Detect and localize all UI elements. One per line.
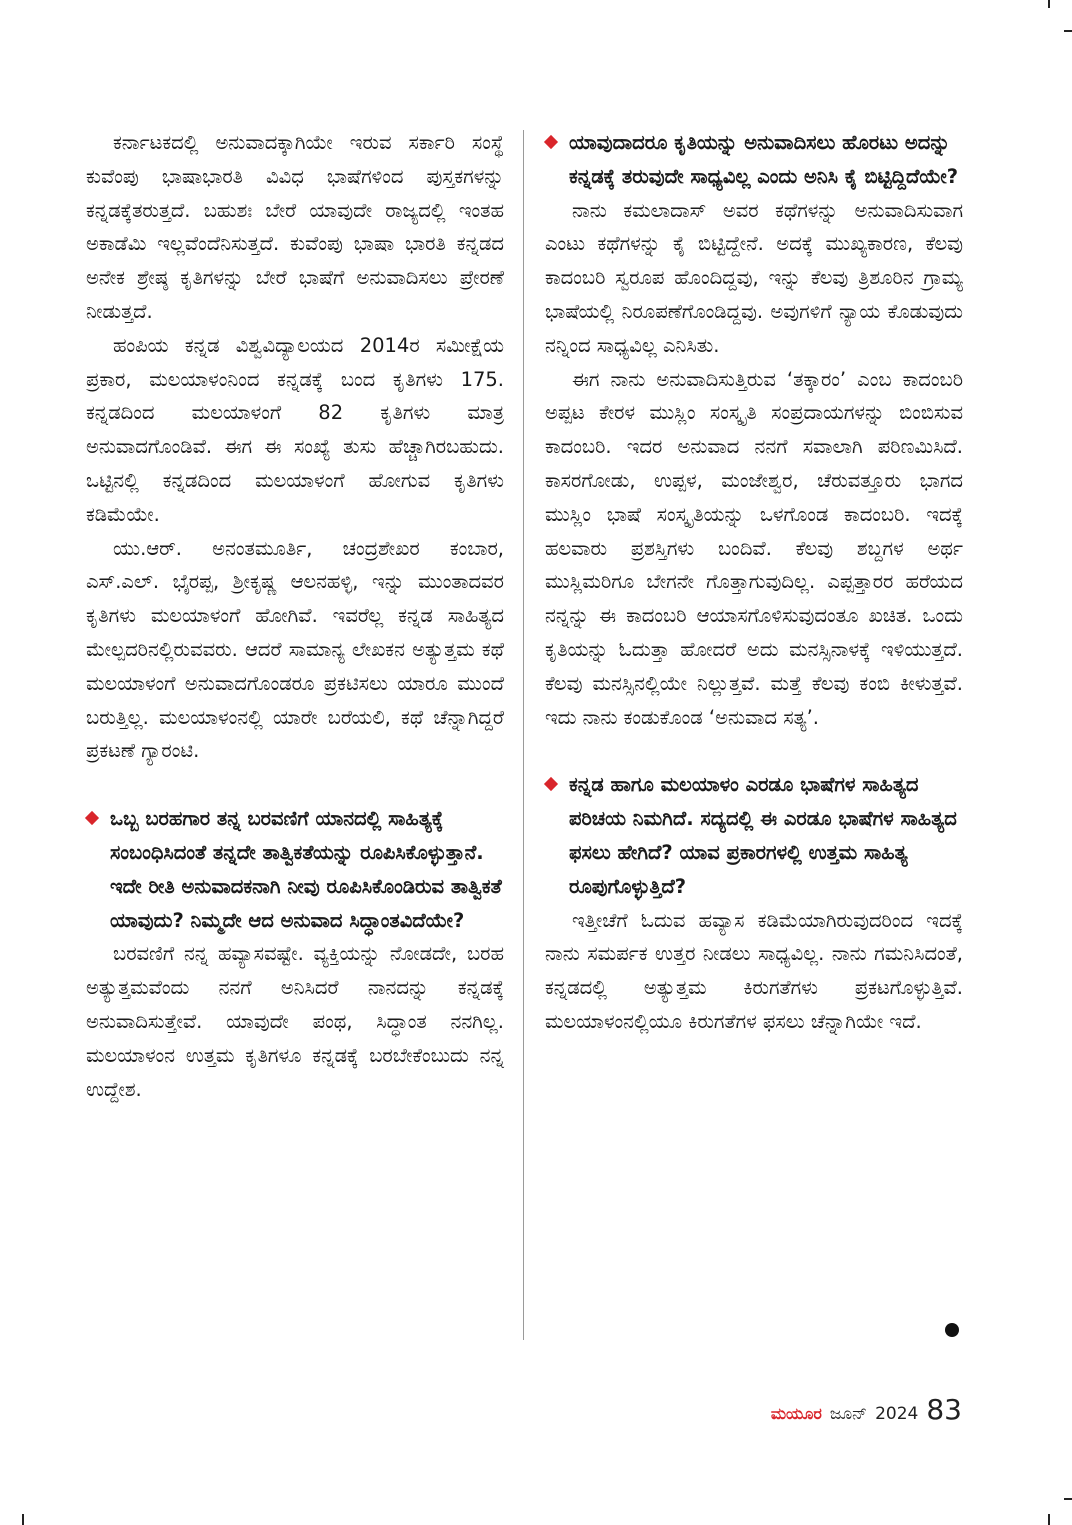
answer-paragraph: ನಾನು ಕಮಲಾದಾಸ್ ಅವರ ಕಥೆಗಳನ್ನು ಅನುವಾದಿಸುವಾಗ ಎಂಟು ಕಥೆಗಳನ್ನು ಕೈ ಬಿಟ್ಟಿದ್ದೇನೆ. ಅದಕ್ಕೆ ಮುಖ್ಯಕಾರಣ, ಕೆಲವು ಕಾದಂಬರಿ ಸ್ವರೂಪ ಹೊಂದಿದ್ದವು, ಇನ್ನು ಕೆಲವು ತ್ರಿಶೂರಿನ ಗ್ರಾಮ್ಯ ಭಾಷೆಯಲ್ಲಿ ನಿರೂಪಣೆಗೊಂಡಿದ್ದವು. ಅವುಗಳಿಗೆ ನ್ಯಾಯ ಕೊಡುವುದು ನನ್ನಿಂದ ಸಾಧ್ಯವಿಲ್ಲ ಎನಿಸಿತು.: [545, 198, 963, 357]
interview-question: [545, 768, 963, 903]
question-text: ಒಬ್ಬ ಬರಹಗಾರ ತನ್ನ ಬರವಣಿಗೆ ಯಾನದಲ್ಲಿ ಸಾಹಿತ್ಯಕ್ಕೆ ಸಂಬಂಧಿಸಿದಂತೆ ತನ್ನದೇ ತಾತ್ವಿಕತೆಯನ್ನು ರೂಪಿಸಿಕೊಳ್ಳುತ್ತಾನೆ. ಇದೇ ರೀತಿ ಅನುವಾದಕನಾಗಿ ನೀವು ರೂಪಿಸಿಕೊಂಡಿರುವ ತಾತ್ವಿಕತೆ ಯಾವುದು? ನಿಮ್ಮದೇ ಆದ ಅನುವಾದ ಸಿದ್ಧಾಂತವಿದೆಯೇ?: [110, 807, 502, 932]
paragraph: ಕರ್ನಾಟಕದಲ್ಲಿ ಅನುವಾದಕ್ಕಾಗಿಯೇ ಇರುವ ಸರ್ಕಾರಿ ಸಂಸ್ಥೆ ಕುವೆಂಪು ಭಾಷಾಭಾರತಿ ವಿವಿಧ ಭಾಷೆಗಳಿಂದ ಪುಸ್ತಕಗಳನ್ನು ಕನ್ನಡಕ್ಕೆತರುತ್ತದೆ. ಬಹುಶಃ ಬೇರೆ ಯಾವುದೇ ರಾಜ್ಯದಲ್ಲಿ ಇಂತಹ ಅಕಾಡೆಮಿ ಇಲ್ಲವೆಂದೆನಿಸುತ್ತದೆ. ಕುವೆಂಪು ಭಾಷಾ ಭಾರತಿ ಕನ್ನಡದ ಅನೇಕ ಶ್ರೇಷ್ಠ ಕೃತಿಗಳನ್ನು ಬೇರೆ ಭಾಷೆಗೆ ಅನುವಾದಿಸಲು ಪ್ರೇರಣೆ ನೀಡುತ್ತದೆ.: [86, 131, 504, 323]
question-text: ಯಾವುದಾದರೂ ಕೃತಿಯನ್ನು ಅನುವಾದಿಸಲು ಹೊರಟು ಅದನ್ನು ಕನ್ನಡಕ್ಕೆ ತರುವುದೇ ಸಾಧ್ಯವಿಲ್ಲ ಎಂದು ಅನಿಸಿ ಕೈ ಬಿಟ್ಟಿದ್ದಿದೆಯೇ?: [569, 131, 959, 188]
crop-mark: [1048, 0, 1050, 8]
answer-paragraph: ಇತ್ತೀಚೆಗೆ ಓದುವ ಹವ್ಯಾಸ ಕಡಿಮೆಯಾಗಿರುವುದರಿಂದ ಇದಕ್ಕೆ ನಾನು ಸಮರ್ಪಕ ಉತ್ತರ ನೀಡಲು ಸಾಧ್ಯವಿಲ್ಲ. ನಾನು ಗಮನಿಸಿದಂತೆ, ಕನ್ನಡದಲ್ಲಿ ಅತ್ಯುತ್ತಮ ಕಿರುಗತೆಗಳು ಪ್ರಕಟಗೊಳ್ಳುತ್ತಿವೆ. ಮಲಯಾಳಂನಲ್ಲಿಯೂ ಕಿರುಗತೆಗಳ ಫಸಲು ಚೆನ್ನಾಗಿಯೇ ಇದೆ.: [545, 908, 963, 1033]
crop-mark: [1048, 1514, 1050, 1525]
issue-year: 2024: [875, 1404, 919, 1424]
answer-paragraph: ಈಗ ನಾನು ಅನುವಾದಿಸುತ್ತಿರುವ ‘ತಕ್ಕಾರಂ’ ಎಂಬ ಕಾದಂಬರಿ ಅಪ್ಪಟ ಕೇರಳ ಮುಸ್ಲಿಂ ಸಂಸ್ಕೃತಿ ಸಂಪ್ರದಾಯಗಳನ್ನು ಬಿಂಬಿಸುವ ಕಾದಂಬರಿ. ಇದರ ಅನುವಾದ ನನಗೆ ಸವಾಲಾಗಿ ಪರಿಣಮಿಸಿದೆ. ಕಾಸರಗೋಡು, ಉಪ್ಪಳ, ಮಂಜೇಶ್ವರ, ಚೆರುವತ್ತೂರು ಭಾಗದ ಮುಸ್ಲಿಂ ಭಾಷೆ ಸಂಸ್ಕೃತಿಯನ್ನು ಒಳಗೊಂಡ ಕಾದಂಬರಿ. ಇದಕ್ಕೆ ಹಲವಾರು ಪ್ರಶಸ್ತಿಗಳು ಬಂದಿವೆ. ಕೆಲವು ಶಬ್ದಗಳ ಅರ್ಥ ಮುಸ್ಲಿಮರಿಗೂ ಬೇಗನೇ ಗೊತ್ತಾಗುವುದಿಲ್ಲ. ಎಪ್ಪತ್ತಾರರ ಹರೆಯದ ನನ್ನನ್ನು ಈ ಕಾದಂಬರಿ ಆಯಾಸಗೊಳಿಸುವುದಂತೂ ಖಚಿತ. ಒಂದು ಕೃತಿಯನ್ನು ಓದುತ್ತಾ ಹೋದರೆ ಅದು ಮನಸ್ಸಿನಾಳಕ್ಕೆ ಇಳಿಯುತ್ತದೆ. ಕೆಲವು ಮನಸ್ಸಿನಲ್ಲಿಯೇ ನಿಲ್ಲುತ್ತವೆ. ಮತ್ತೆ ಕೆಲವು ಕಂಬಿ ಕೀಳುತ್ತವೆ. ಇದು ನಾನು ಕಂಡುಕೊಂಡ ‘ಅನುವಾದ ಸತ್ಯ’.: [545, 367, 963, 729]
page-footer: [771, 1393, 962, 1426]
end-of-article-dot-icon: [945, 1323, 959, 1337]
crop-mark: [1064, 30, 1072, 32]
interview-question: [86, 802, 504, 937]
magazine-logo: ಮಯೂರ: [770, 1404, 822, 1423]
answer-paragraph: ಬರವಣಿಗೆ ನನ್ನ ಹವ್ಯಾಸವಷ್ಟೇ. ವ್ಯಕ್ತಿಯನ್ನು ನೋಡದೇ, ಬರಹ ಅತ್ಯುತ್ತಮವೆಂದು ನನಗೆ ಅನಿಸಿದರೆ ನಾನದನ್ನು ಕನ್ನಡಕ್ಕೆ ಅನುವಾದಿಸುತ್ತೇವೆ. ಯಾವುದೇ ಪಂಥ, ಸಿದ್ಧಾಂತ ನನಗಿಲ್ಲ. ಮಲಯಾಳಂನ ಉತ್ತಮ ಕೃತಿಗಳೂ ಕನ್ನಡಕ್ಕೆ ಬರಬೇಕೆಂಬುದು ನನ್ನ ಉದ್ದೇಶ.: [86, 942, 504, 1101]
diamond-bullet-icon: [544, 777, 558, 791]
question-text: ಕನ್ನಡ ಹಾಗೂ ಮಲಯಾಳಂ ಎರಡೂ ಭಾಷೆಗಳ ಸಾಹಿತ್ಯದ ಪರಿಚಯ ನಿಮಗಿದೆ. ಸದ್ಯದಲ್ಲಿ ಈ ಎರಡೂ ಭಾಷೆಗಳ ಸಾಹಿತ್ಯದ ಫಸಲು ಹೇಗಿದೆ? ಯಾವ ಪ್ರಕಾರಗಳಲ್ಲಿ ಉತ್ತಮ ಸಾಹಿತ್ಯ ರೂಪುಗೊಳ್ಳುತ್ತಿದೆ?: [569, 773, 957, 898]
paragraph: ಹಂಪಿಯ ಕನ್ನಡ ವಿಶ್ವವಿದ್ಯಾಲಯದ 2014ರ ಸಮೀಕ್ಷೆಯ ಪ್ರಕಾರ, ಮಲಯಾಳಂನಿಂದ ಕನ್ನಡಕ್ಕೆ ಬಂದ ಕೃತಿಗಳು 175. ಕನ್ನಡದಿಂದ ಮಲಯಾಳಂಗೆ 82 ಕೃತಿಗಳು ಮಾತ್ರ ಅನುವಾದಗೊಂಡಿವೆ. ಈಗ ಈ ಸಂಖ್ಯೆ ತುಸು ಹೆಚ್ಚಾಗಿರಬಹುದು. ಒಟ್ಟಿನಲ್ಲಿ ಕನ್ನಡದಿಂದ ಮಲಯಾಳಂಗೆ ಹೋಗುವ ಕೃತಿಗಳು ಕಡಿಮೆಯೇ.: [86, 333, 504, 526]
page-number: 83: [926, 1393, 962, 1426]
crop-mark: [22, 1514, 24, 1525]
right-column: [545, 126, 963, 1039]
diamond-bullet-icon: [544, 135, 558, 149]
paragraph: ಯು.ಆರ್. ಅನಂತಮೂರ್ತಿ, ಚಂದ್ರಶೇಖರ ಕಂಬಾರ, ಎಸ್.ಎಲ್. ಭೈರಪ್ಪ, ಶ್ರೀಕೃಷ್ಣ ಆಲನಹಳ್ಳಿ, ಇನ್ನು ಮುಂತಾದವರ ಕೃತಿಗಳು ಮಲಯಾಳಂಗೆ ಹೋಗಿವೆ. ಇವರೆಲ್ಲ ಕನ್ನಡ ಸಾಹಿತ್ಯದ ಮೇಲ್ಪದರಿನಲ್ಲಿರುವವರು. ಆದರೆ ಸಾಮಾನ್ಯ ಲೇಖಕನ ಅತ್ಯುತ್ತಮ ಕಥೆ ಮಲಯಾಳಂಗೆ ಅನುವಾದಗೊಂಡರೂ ಪ್ರಕಟಿಸಲು ಯಾರೂ ಮುಂದೆ ಬರುತ್ತಿಲ್ಲ. ಮಲಯಾಳಂನಲ್ಲಿ ಯಾರೇ ಬರೆಯಲಿ, ಕಥೆ ಚೆನ್ನಾಗಿದ್ದರೆ ಪ್ರಕಟಣೆ ಗ್ಯಾರಂಟಿ.: [86, 536, 504, 763]
crop-mark: [1064, 1498, 1072, 1500]
interview-question: [545, 126, 963, 194]
left-column: [86, 126, 504, 1106]
issue-month: ಜೂನ್: [829, 1404, 868, 1424]
diamond-bullet-icon: [85, 811, 99, 825]
column-divider: [523, 130, 524, 1340]
